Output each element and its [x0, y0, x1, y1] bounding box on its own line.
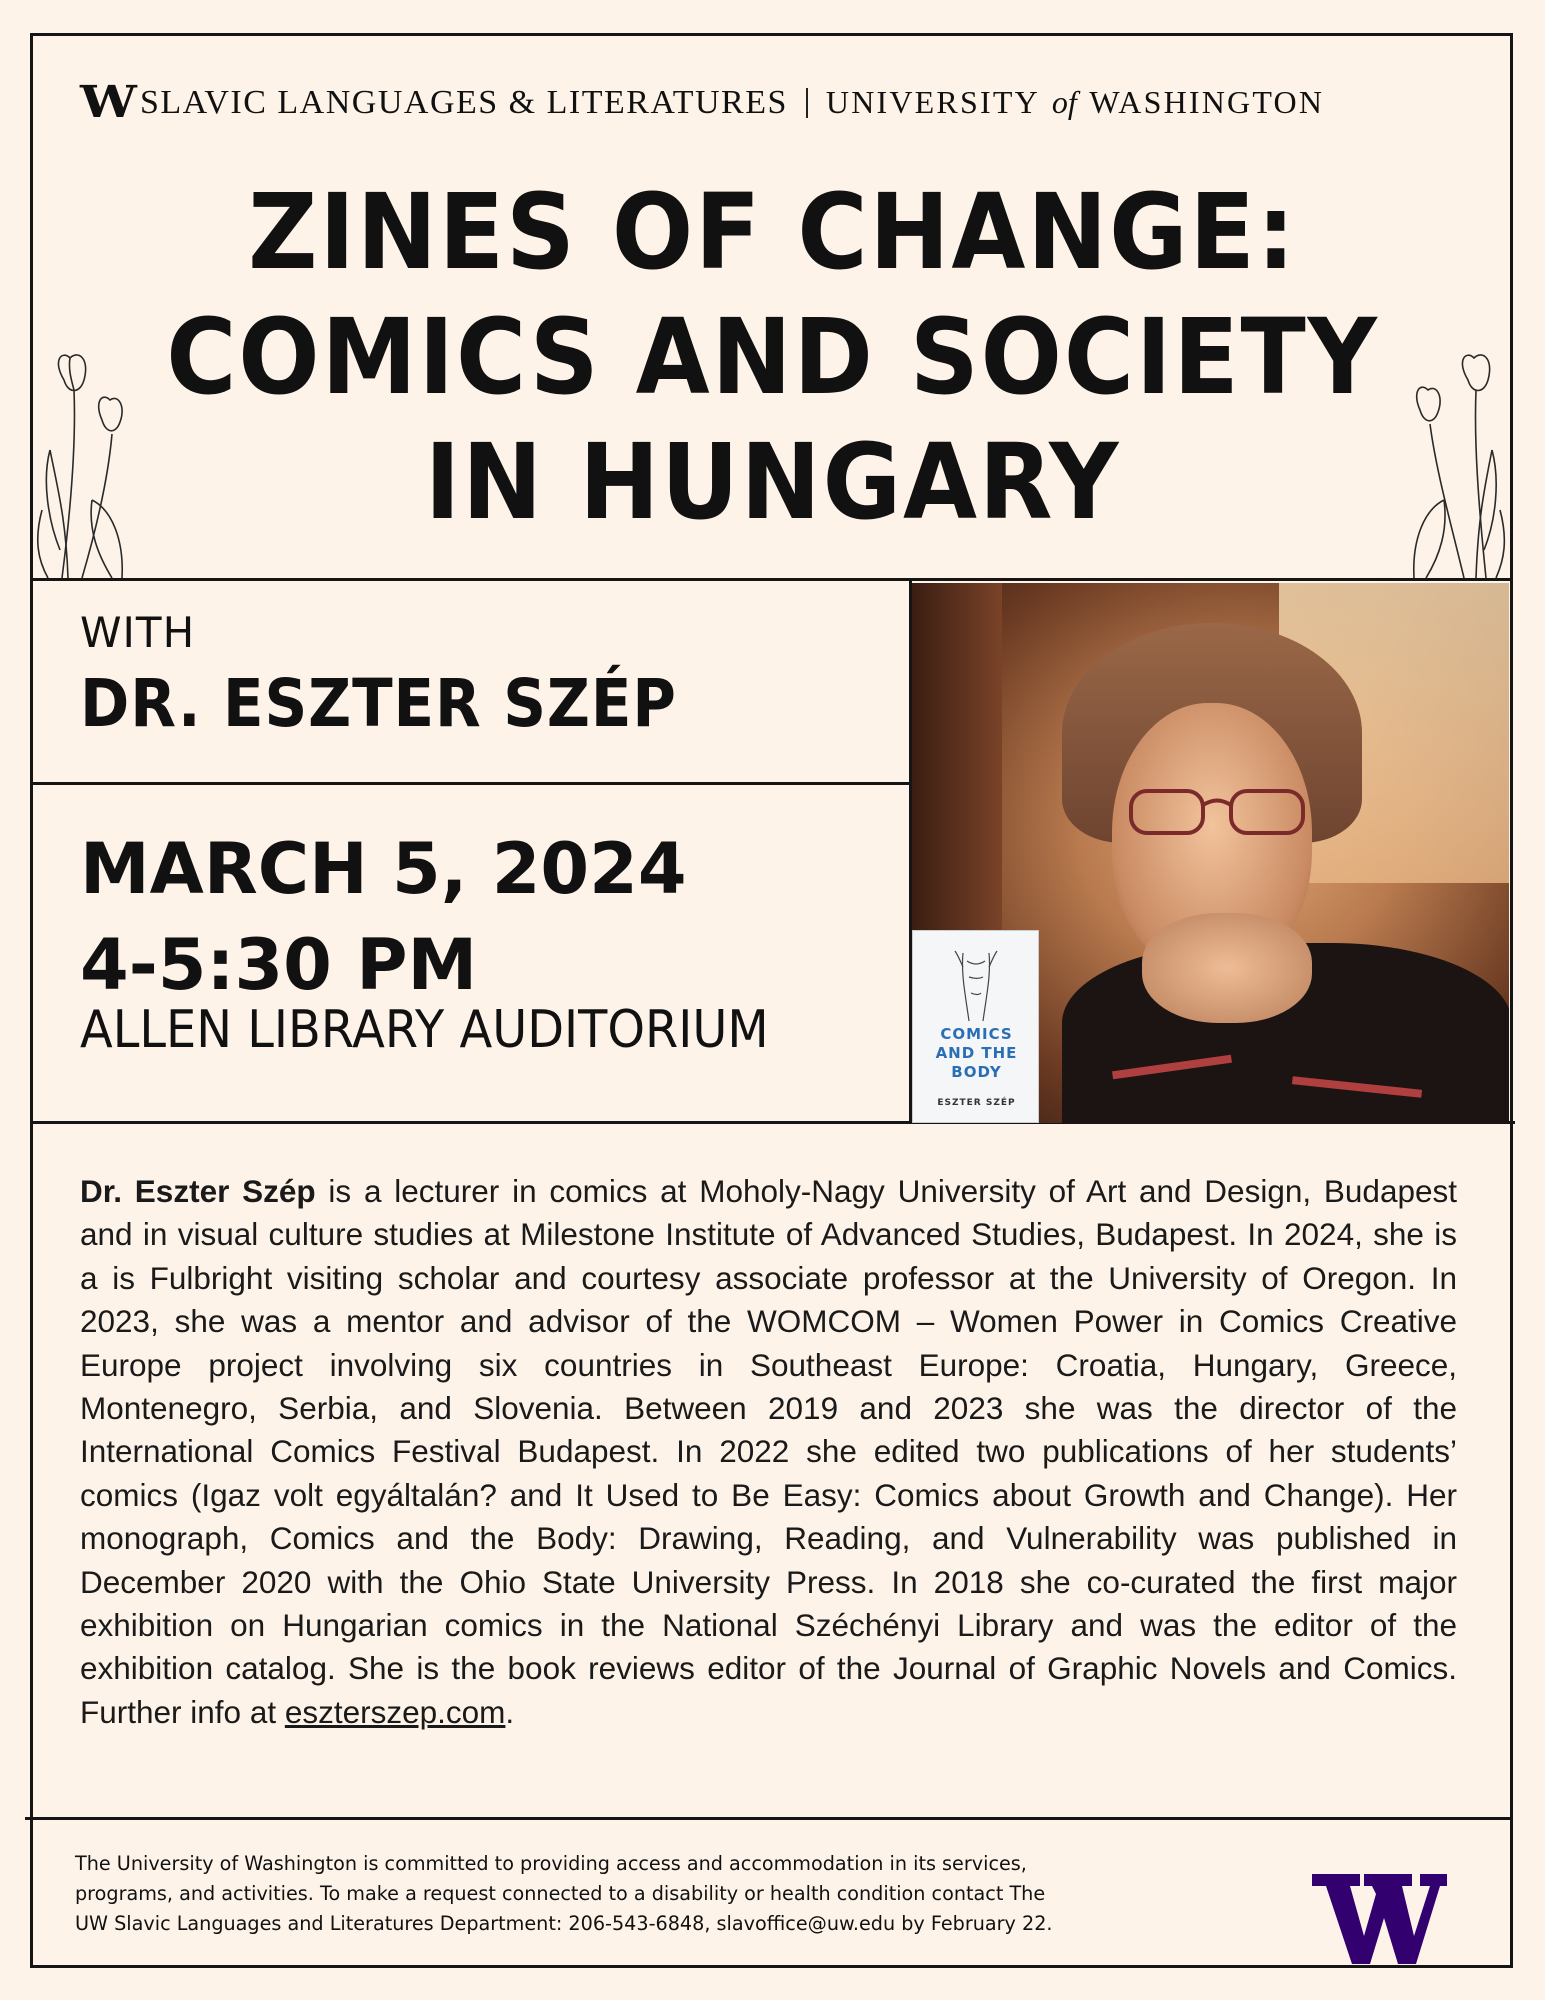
divider-speaker [30, 782, 912, 785]
event-date: MARCH 5, 2024 [80, 828, 687, 910]
title-line: ZINES OF CHANGE: [248, 171, 1297, 293]
speaker-name: DR. ESZTER SZÉP [80, 665, 677, 742]
book-cover [912, 930, 1039, 1123]
divider-title [30, 578, 1513, 581]
event-title [154, 170, 1391, 545]
uw-logo-small: W [80, 77, 134, 128]
divider-footer [25, 1817, 1513, 1820]
title-line: COMICS AND SOCIETY [166, 296, 1379, 418]
bio-text: is a lecturer in comics at Moholy-Nagy University of Art and Design, Budapest and in visual culture studies at Milestone Institute of Advanced Studies, Budapest. In 2024, she is a is Fulbright visiting scholar and courtesy associate professor at the University of Oregon. In 2023, she was a mentor and advisor of the WOMCOM – Women Power in Comics Creative Europe project involving six countries in Southeast Europe: Croatia, Hungary, Greece, Montenegro, Serbia, and Slovenia. Between 2019 and 2023 she was the director of the International Comics Festival Budapest. In 2022 she edited two publications of her students’ comics (Igaz volt egyáltalán? and It Used to Be Easy: Comics about Growth and Change). Her monograph, Comics and the Body: Drawing, Reading, and Vulnerability was published in December 2020 with the Ohio State University Press. In 2018 she co-curated the first major exhibition on Hungarian comics in the National Széchényi Library and was the editor of the exhibition catalog. She is the book reviews editor of the Journal of Graphic Novels and Comics. Further info at [80, 1173, 1458, 1730]
title-line: IN HUNGARY [424, 421, 1121, 543]
accessibility-notice: The University of Washington is committed to providing access and accommodation in its services, programs, and activities. To make a request connected to a disability or health condition contact The UW Slavic Languages and Literatures Department: 206-543-6848, slavoffice@uw.edu by February 22. [75, 1852, 1053, 1935]
header-separator [806, 88, 808, 118]
book-figure-illustration [943, 943, 1009, 1023]
with-label: WITH [80, 608, 196, 657]
tulip-illustration-right [1400, 350, 1510, 578]
glasses-illustration [1127, 783, 1307, 838]
tulip-illustration-left [32, 350, 132, 578]
event-time: 4-5:30 PM [80, 924, 478, 1006]
speaker-bio: Dr. Eszter Szép is a lecturer in comics at Moholy-Nagy University of Art and Design, Budapest and in visual culture studies at Milestone Institute of Advanced Studies, Budapest. In 2024, she is a is Fulbright visiting scholar and courtesy associate professor at the University of Oregon. In 2023, she was a mentor and advisor of the WOMCOM – Women Power in Comics Creative Europe project involving six countries in Southeast Europe: Croatia, Hungary, Greece, Montenegro, Serbia, and Slovenia. Between 2019 and 2023 she was the director of the International Comics Festival Budapest. In 2022 she edited two publications of her students’ comics (Igaz volt egyáltalán? and It Used to Be Easy: Comics about Growth and Change). Her monograph, Comics and the Body: Drawing, Reading, and Vulnerability was published in December 2020 with the Ohio State University Press. In 2018 she co-curated the first major exhibition on Hungarian comics in the National Széchényi Library and was the editor of the exhibition catalog. She is the book reviews editor of the Journal of Graphic Novels and Comics. Further info at eszterszep.com. [80, 1173, 1458, 1730]
bio-name: Dr. Eszter Szép [80, 1173, 316, 1209]
university-name: UNIVERSITY of WASHINGTON [825, 84, 1325, 120]
book-author: ESZTER SZÉP [937, 1098, 1016, 1108]
department-name: SLAVIC LANGUAGES & LITERATURES [140, 83, 788, 121]
event-venue: ALLEN LIBRARY AUDITORIUM [80, 1000, 769, 1060]
uw-logo-large [1312, 1874, 1447, 1964]
website-link[interactable]: eszterszep.com [284, 1693, 506, 1730]
header [80, 77, 1325, 128]
book-title: COMICS AND THE BODY [935, 1025, 1018, 1081]
